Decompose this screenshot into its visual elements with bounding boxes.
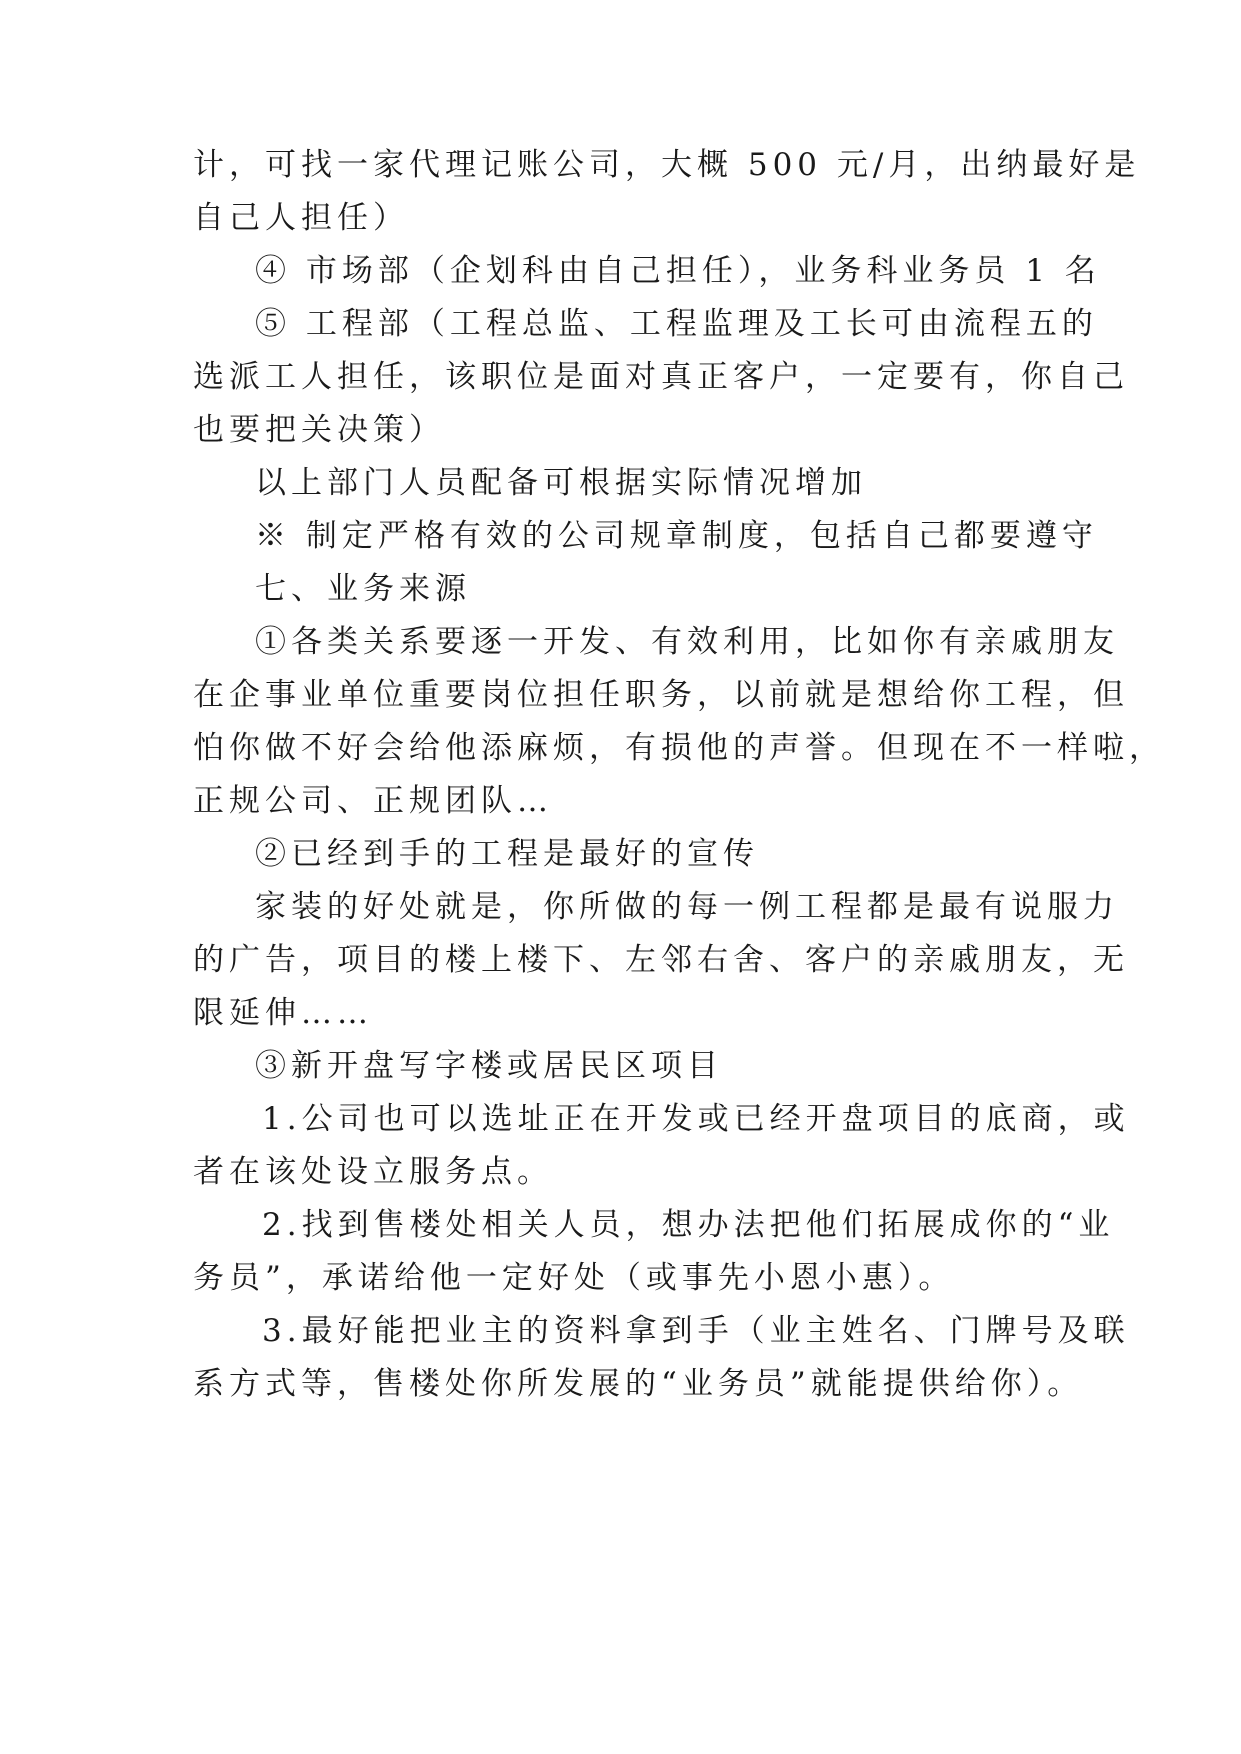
text-line: 自己人担任） [193, 200, 409, 236]
text-line: 正规公司、正规团队… [193, 783, 553, 819]
text-line: ②已经到手的工程是最好的宣传 [255, 836, 759, 872]
text-line: 怕你做不好会给他添麻烦，有损他的声誉。但现在不一样啦， [193, 730, 1165, 766]
text-line: 限延伸…… [193, 995, 373, 1031]
text-line: 也要把关决策） [193, 412, 445, 448]
text-line: 务员”，承诺给他一定好处（或事先小恩小惠）。 [193, 1260, 955, 1296]
text-line: 1.公司也可以选址正在开发或已经开盘项目的底商，或 [262, 1101, 1130, 1137]
text-line: 的广告，项目的楼上楼下、左邻右舍、客户的亲戚朋友，无 [193, 942, 1129, 978]
text-line: 计，可找一家代理记账公司，大概 500 元/月，出纳最好是 [193, 147, 1141, 183]
section-heading: 七、业务来源 [255, 571, 471, 607]
text-line: 3.最好能把业主的资料拿到手（业主姓名、门牌号及联 [262, 1313, 1130, 1349]
text-line: 在企事业单位重要岗位担任职务，以前就是想给你工程，但 [193, 677, 1129, 713]
text-line: 以上部门人员配备可根据实际情况增加 [255, 465, 867, 501]
text-line: ④ 市场部（企划科由自己担任），业务科业务员 1 名 [255, 253, 1101, 289]
text-line: ⑤ 工程部（工程总监、工程监理及工长可由流程五的 [255, 306, 1098, 342]
text-line: ※ 制定严格有效的公司规章制度，包括自己都要遵守 [255, 518, 1098, 554]
text-line: 选派工人担任，该职位是面对真正客户，一定要有，你自己 [193, 359, 1129, 395]
text-line: ③新开盘写字楼或居民区项目 [255, 1048, 723, 1084]
text-line: 2.找到售楼处相关人员，想办法把他们拓展成你的“业 [262, 1207, 1115, 1243]
text-line: 家装的好处就是，你所做的每一例工程都是最有说服力 [255, 889, 1119, 925]
text-line: 者在该处设立服务点。 [193, 1154, 553, 1190]
text-line: ①各类关系要逐一开发、有效利用，比如你有亲戚朋友 [255, 624, 1119, 660]
text-line: 系方式等，售楼处你所发展的“业务员”就能提供给你）。 [193, 1366, 1084, 1402]
